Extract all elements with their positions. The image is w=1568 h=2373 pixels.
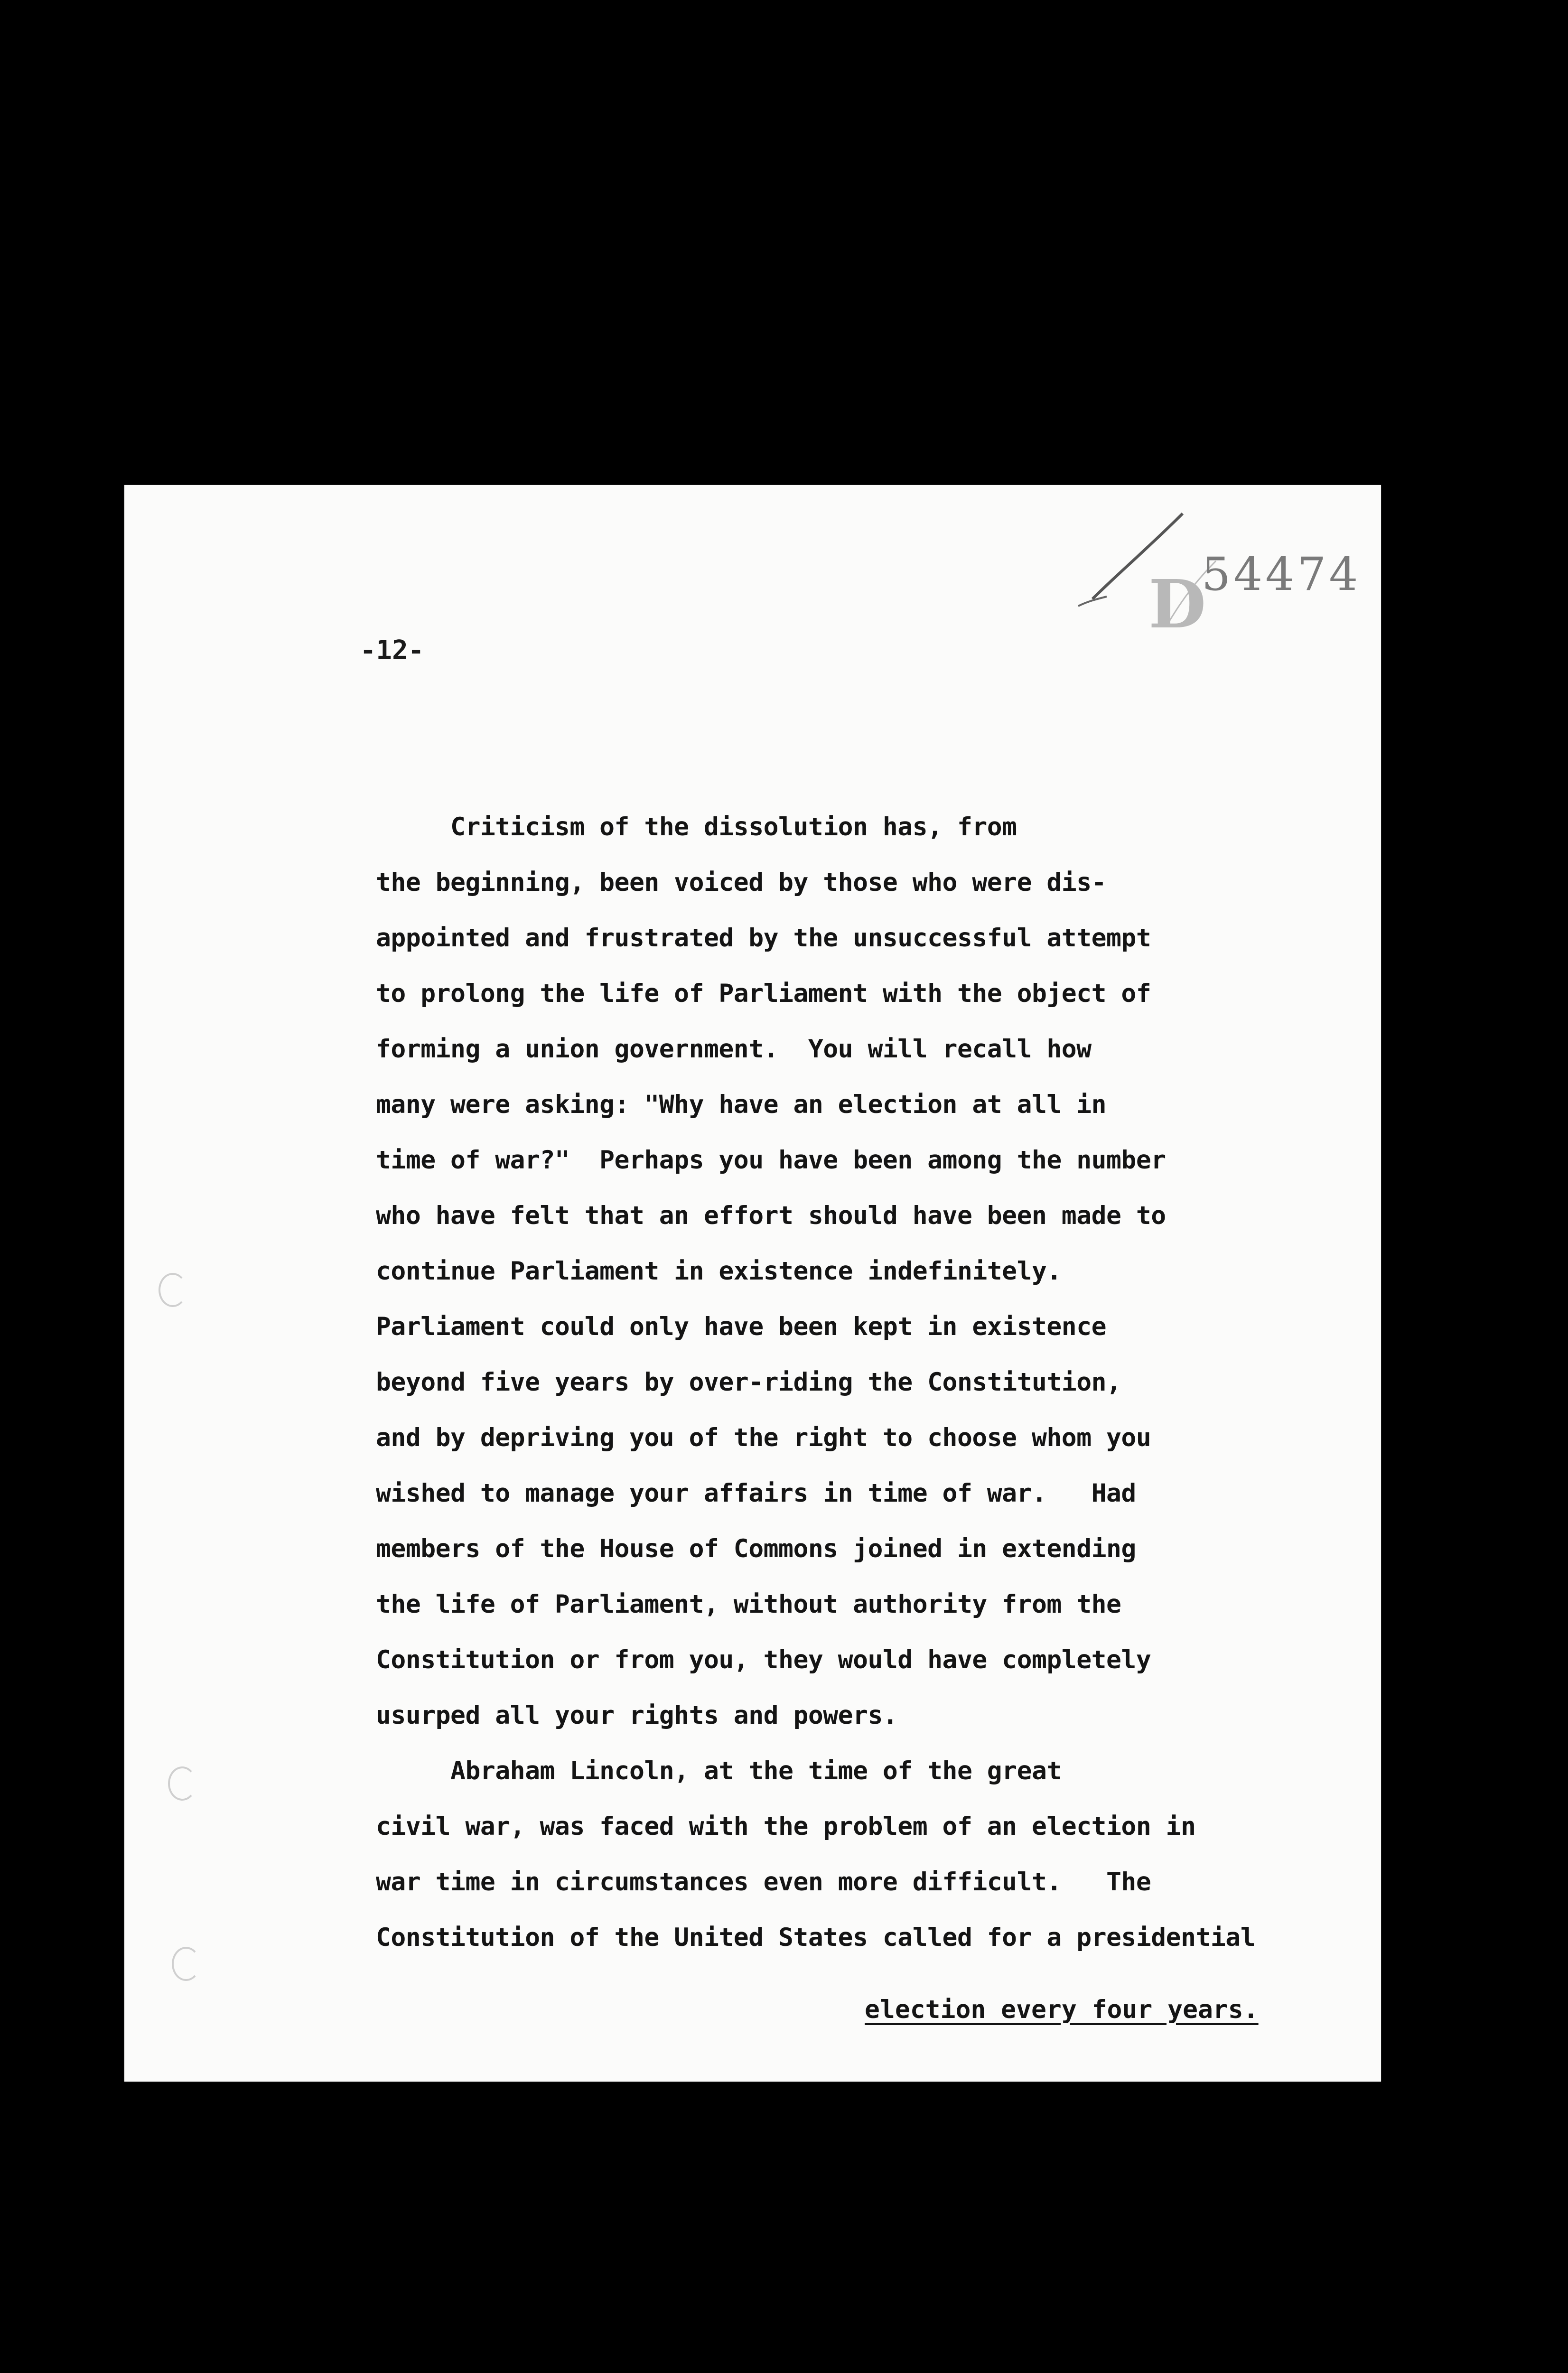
text-line: beyond five years by over-riding the Constitution, xyxy=(376,1368,1121,1397)
text-line: civil war, was faced with the problem of an election in xyxy=(376,1812,1196,1841)
punch-hole-icon xyxy=(168,1766,196,1801)
text-line: and by depriving you of the right to choose whom you xyxy=(376,1423,1151,1452)
text-line: continue Parliament in existence indefinitely. xyxy=(376,1257,1062,1286)
punch-hole-icon xyxy=(172,1947,200,1981)
text-line: usurped all your rights and powers. xyxy=(376,1701,898,1730)
text-line: Parliament could only have been kept in existence xyxy=(376,1312,1107,1341)
text-line: the life of Parliament, without authority from the xyxy=(376,1590,1121,1619)
archive-stamp-letter: D xyxy=(1148,566,1206,644)
text-line: members of the House of Commons joined in extending xyxy=(376,1534,1136,1563)
text-line: appointed and frustrated by the unsuccessful attempt xyxy=(376,924,1151,953)
catchword: election every four years. xyxy=(865,1995,1259,2024)
text-line: forming a union government. You will recall how xyxy=(376,1035,1092,1064)
document-page xyxy=(124,485,1381,2082)
text-line: time of war?" Perhaps you have been among the number xyxy=(376,1146,1166,1175)
punch-hole-icon xyxy=(159,1273,187,1307)
text-line: to prolong the life of Parliament with the object of xyxy=(376,979,1151,1008)
text-line: war time in circumstances even more difficult. The xyxy=(376,1868,1151,1897)
archive-stamp-number: 54474 xyxy=(1202,548,1361,601)
text-line: Criticism of the dissolution has, from xyxy=(376,813,1017,841)
text-line: many were asking: "Why have an election at all in xyxy=(376,1090,1107,1119)
text-line: the beginning, been voiced by those who were dis- xyxy=(376,868,1107,897)
text-line: who have felt that an effort should have been made to xyxy=(376,1201,1166,1230)
body-text xyxy=(376,799,1391,1965)
text-line: Constitution or from you, they would have completely xyxy=(376,1645,1151,1674)
text-line: Abraham Lincoln, at the time of the great xyxy=(376,1756,1062,1785)
text-line: Constitution of the United States called for a presidential xyxy=(376,1923,1256,1952)
page-number: -12- xyxy=(360,635,424,666)
text-line: wished to manage your affairs in time of war. Had xyxy=(376,1479,1136,1508)
